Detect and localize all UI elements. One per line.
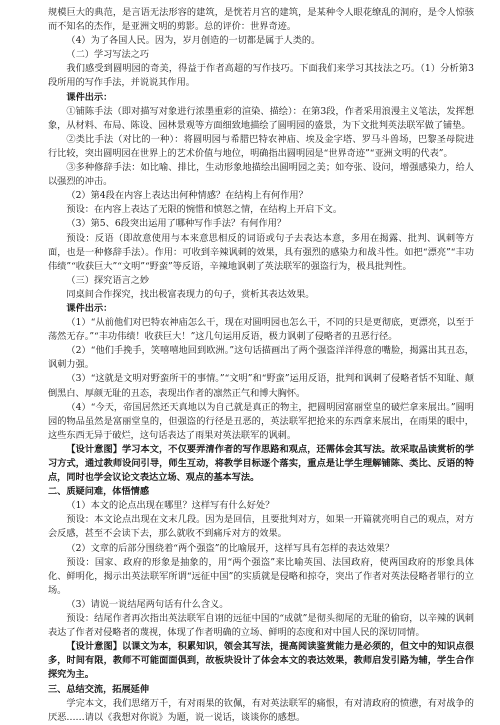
para-summary: 学完本文，我们思绪万千，有对雨果的钦佩，有对英法联军的痛恨，有对清政府的愤懑，有对战争的厌恶……请以《我想对你说》为题，说一说话，谈谈你的感想。: [48, 697, 474, 723]
answer-2: 预设：在内容上表达了无限的惋惜和愤怒之情，在结构上开启下文。: [66, 204, 343, 216]
quote-2: （2）“他们手挽手，笑嘻嘻地回到欧洲。”这句话描画出了两个强盗洋洋得意的嘴脸，揭露出其丑态，讽刺力强。: [48, 345, 474, 371]
para-4: （4）为了各国人民。因为，岁月创造的一切都是属于人类的。: [66, 35, 321, 47]
subheading-writing: （二）学习写法之巧: [66, 49, 150, 61]
answer-sec2-2: 预设：国家、政府的形象是抽象的，用“两个强盗”来比喻英国、法国政府，使两国政府的形象具体化、鲜明化，揭示出英法联军所谓“远征中国”的实质就是侵略和掠夺，突出了作者对英法侵略者罪行的立场。: [48, 556, 474, 596]
quote-3: （3）“这就是文明对野蛮所干的事情。”“文明”和“野蛮”运用反语，批判和讽刺了侵略者恬不知耻、颠倒黑白、厚颜无耻的丑态，表现出作者的凛然正气和博大胸怀。: [48, 373, 474, 399]
courseware-label: 课件出示：: [66, 302, 113, 314]
design-intent: 【设计意图】学习本文，不仅要弄清作者的写作思路和观点，还需体会其写法。故采取品读赏析的学习方式，通过教师设问引导，师生互动，将教学目标逐个落实，重点是让学生理解铺陈、类比、反语的特点，同时也学会议论文表达立场、观点的基本写法。: [48, 443, 474, 484]
courseware-label: 课件出示：: [66, 91, 113, 103]
question-sec2-2: （2）文章的后部分围绕着“两个强盗”的比喻展开，这样写具有怎样的表达效果？: [66, 542, 395, 554]
answer-sec2-3: 预设：结尾作者再次指出英法联军自诩的远征中国的“成就”是彻头彻尾的无耻的偷窃，以辛辣的讽刺表达了作者对侵略者的蔑视，体现了作者明确的立场、鲜明的态度和对中国人民的深切同情。: [48, 613, 474, 639]
section-heading-2: 二、质疑问难，体悟情感: [48, 486, 150, 498]
question-sec2-1: （1）本文的论点出现在哪里？这样写有什么好处？: [66, 500, 275, 512]
para-writing-intro: 我们感受到圆明园的奇美，得益于作者高超的写作技巧。下面我们来学习其技法之巧。（1）分析第3段所用的写作手法，并说说其作用。: [48, 63, 474, 89]
para-xiuci: ③多种修辞手法：如比喻、排比，生动形象地描绘出圆明园之美；如夸张、设问，增强感染力，给人以强烈的冲击。: [48, 162, 474, 188]
answer-sec2-1: 预设：本文论点出现在文末几段。因为是回信，且要批判对方，如果一开篇就亮明自己的观点，对方会反感，甚至不会读下去，那么就收不到痛斥对方的效果。: [48, 514, 474, 540]
section-heading-3: 三、总结交流，拓展延伸: [48, 683, 150, 695]
question-sec2-3: （3）请说一说结尾两句话有什么含义。: [66, 598, 229, 610]
para-leibi: ②类比手法（对比的一种）：将圆明园与希腊巴特农神庙、埃及金字塔、罗马斗兽场，巴黎圣母院进行比较，突出圆明园在世界上的艺术价值与地位，明确指出圆明园是“世界奇迹”“亚洲文明的代表”。: [48, 133, 474, 159]
para-pucheng: ①铺陈手法（即对描写对象进行浓墨重彩的渲染、描绘）：在第3段，作者采用浪漫主义笔法，发挥想象，从材料、布局、陈设、园林景观等方面细致地描绘了圆明园的盛景，为下文批判英法联军做了铺垫。: [48, 105, 474, 131]
question-2: （2）第4段在内容上表达出何种情感？在结构上有何作用？: [66, 190, 308, 202]
answer-3: 预设：反语（即故意使用与本来意思相反的词语或句子去表达本意，多用在揭露、批判、讽刺等方面，也是一种修辞手法）。作用：可收到辛辣讽刺的效果，具有强烈的感染力和战斗性。如把“漂亮”“丰功伟绩”“收获巨大”“文明”“野蛮”等反语，辛辣地讽刺了英法联军的强盗行为，极具批判性。: [48, 232, 474, 272]
question-3: （3）第5、6段突出运用了哪种写作手法？有何作用？: [66, 218, 287, 230]
para-intro: 规模巨大的典范，是言语无法形容的建筑，是恍若月宫的建筑，是某种令人眼花缭乱的洞府，是令人惊骇而不知名的杰作，是亚洲文明的剪影。总的评价：世界奇迹。: [48, 7, 474, 33]
para-language-intro: 同桌间合作探究，找出极富表现力的句子，赏析其表达效果。: [66, 288, 315, 300]
quote-1: （1）“从前他们对巴特农神庙怎么干，现在对圆明园也怎么干，不同的只是更彻底，更漂亮，以至于荡然无存。”“丰功伟绩！收获巨大！”这几句运用反语，极力讽刺了侵略者的丑恶行径。: [48, 317, 474, 343]
design-intent: 【设计意图】以课文为本，积累知识，领会其写法，提高阅读鉴赏能力是必须的，但文中的知识点很多，时间有限，教师不可能面面俱到，故板块设计了体会本文的表达效果，教师启发引路为辅，学生合作探究为主。: [48, 641, 474, 681]
quote-4: （4）“今天，帝国居然还天真地以为自己就是真正的物主，把圆明园富丽堂皇的破烂拿来展出。”圆明园的物品虽然是富丽堂皇的，但强盗的行径是丑恶的，英法联军把抢来的东西拿来展出，在雨果的眼中，这些东西无异于破烂，这句话表达了雨果对英法联军的讽刺。: [48, 401, 474, 441]
subheading-language: （三）探究语言之妙: [66, 274, 150, 286]
